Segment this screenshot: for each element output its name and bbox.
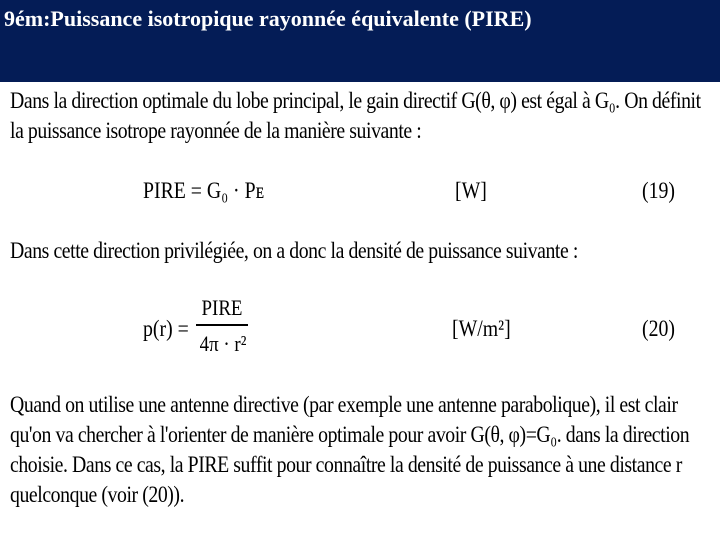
equation-unit: [W/m²] [452,316,511,341]
paragraph-gain-definition [10,86,701,146]
slide-title: 9ém:Puissance isotropique rayonnée équivalente (PIRE) [4,6,532,31]
text-line: quelconque (voir (20)). [10,482,185,507]
equation-unit: [W] [455,178,487,203]
fraction [196,294,248,358]
text-line: Dans cette direction privilégiée, on a donc la densité de puissance suivante : [10,238,578,263]
paragraph-directive-antenna [10,390,690,510]
text-line: qu'on va chercher à l'orienter de manière optimale pour avoir G(θ, φ)=G₀. dans la direction [10,422,690,447]
fraction-denominator: 4π · r² [199,331,247,356]
fraction-numerator: PIRE [201,295,243,320]
text-line: Quand on utilise une antenne directive (par exemple une antenne parabolique), il est clair [10,392,678,417]
equation-formula: PIRE = G₀ · Pᴇ [143,178,265,203]
text-line: Dans la direction optimale du lobe principal, le gain directif G(θ, φ) est égal à G₀. On définit [10,88,701,113]
text-line: choisie. Dans ce cas, la PIRE suffit pour connaître la densité de puissance à une distance r [10,452,682,477]
title-bar [0,0,720,82]
paragraph-power-density [10,236,612,266]
equation-number: (20) [642,316,675,341]
equation-number: (19) [642,178,675,203]
scanned-document [0,82,720,540]
fraction-bar [196,324,248,326]
text-line: la puissance isotrope rayonnée de la manière suivante : [10,118,422,143]
equation-lhs: p(r) = [143,316,189,341]
